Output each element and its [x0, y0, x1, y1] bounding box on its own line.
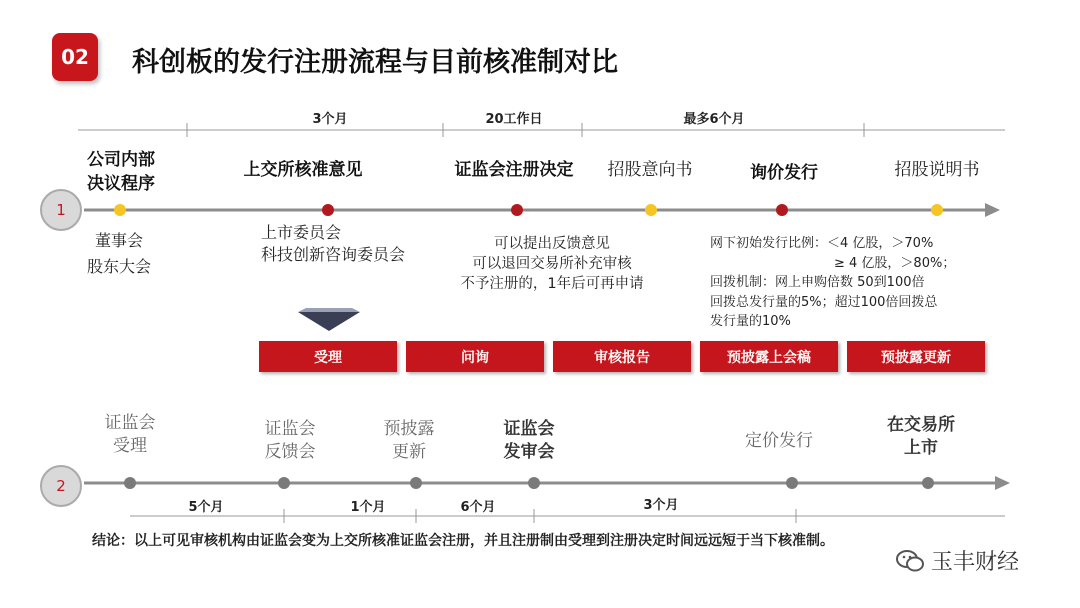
wechat-icon [895, 548, 925, 574]
duration-label: 6个月 [460, 500, 496, 515]
conclusion-text: 结论：以上可见审核机构由证监会变为上交所核准证监会注册，并且注册制由受理到注册决定时间远远短于当下核准制。 [92, 533, 834, 549]
track2-arrowhead [995, 476, 1010, 490]
step-pre-disclosure-update: 预披露更新 [847, 341, 985, 372]
stage-title: 公司内部 决议程序 [87, 150, 155, 194]
down-chevron-icon [298, 312, 360, 331]
stage-detail: 网下初始发行比例：＜4 亿股，＞70% ≥ 4 亿股，＞80%； 回拨机制：网上申购倍数 50到100倍 回拨总发行量的5%；超过100倍回拨总 发行量的10% [710, 236, 956, 329]
stage-title: 询价发行 [750, 163, 818, 183]
duration-label: 20工作日 [485, 112, 543, 127]
track1-arrowhead [985, 203, 1000, 217]
duration-label: 最多6个月 [683, 112, 745, 127]
step-review-report: 审核报告 [553, 341, 691, 372]
stage-title: 招股说明书 [894, 160, 980, 180]
watermark-text: 玉丰财经 [931, 550, 1020, 575]
down-chevron-icon-top [298, 308, 360, 312]
stage-detail: 上市委员会 科技创新咨询委员会 [260, 223, 406, 264]
stage-title: 证监会注册决定 [454, 160, 574, 180]
stage-title: 上交所核准意见 [243, 160, 363, 180]
track2-node [410, 477, 422, 489]
duration-label: 5个月 [188, 500, 224, 515]
track2-node [528, 477, 540, 489]
stage-title: 证监会 反馈会 [264, 419, 316, 462]
stage-title: 招股意向书 [607, 160, 693, 180]
track2-node [786, 477, 798, 489]
page-title: 科创板的发行注册流程与目前核准制对比 [132, 47, 618, 78]
track1-node [511, 204, 523, 216]
section-number-badge: 02 [52, 33, 98, 81]
duration-label: 3个月 [312, 112, 348, 127]
stage-title: 证监会 发审会 [503, 419, 555, 462]
stage-title: 证监会 受理 [104, 413, 156, 456]
stage-detail: 可以提出反馈意见 可以退回交易所补充审核 不予注册的，1年后可再申请 [460, 236, 644, 292]
step-accept: 受理 [259, 341, 397, 372]
track1-node [114, 204, 126, 216]
step-inquiry: 问询 [406, 341, 544, 372]
track1-number-circle: 1 [40, 189, 82, 231]
stage-detail: 董事会 股东大会 [86, 231, 152, 276]
stage-title: 在交易所 上市 [887, 415, 955, 458]
track1-node [645, 204, 657, 216]
track1-node [776, 204, 788, 216]
track2-node [922, 477, 934, 489]
stage-title: 定价发行 [745, 431, 813, 451]
watermark [895, 545, 1019, 576]
track2-node [278, 477, 290, 489]
step-pre-disclosure-draft: 预披露上会稿 [700, 341, 838, 372]
track1-node [322, 204, 334, 216]
stage-title: 预披露 更新 [383, 419, 435, 462]
duration-label: 1个月 [350, 500, 386, 515]
track2-node [124, 477, 136, 489]
track1-node [931, 204, 943, 216]
duration-label: 3个月 [643, 498, 679, 513]
track2-number-circle: 2 [40, 465, 82, 507]
